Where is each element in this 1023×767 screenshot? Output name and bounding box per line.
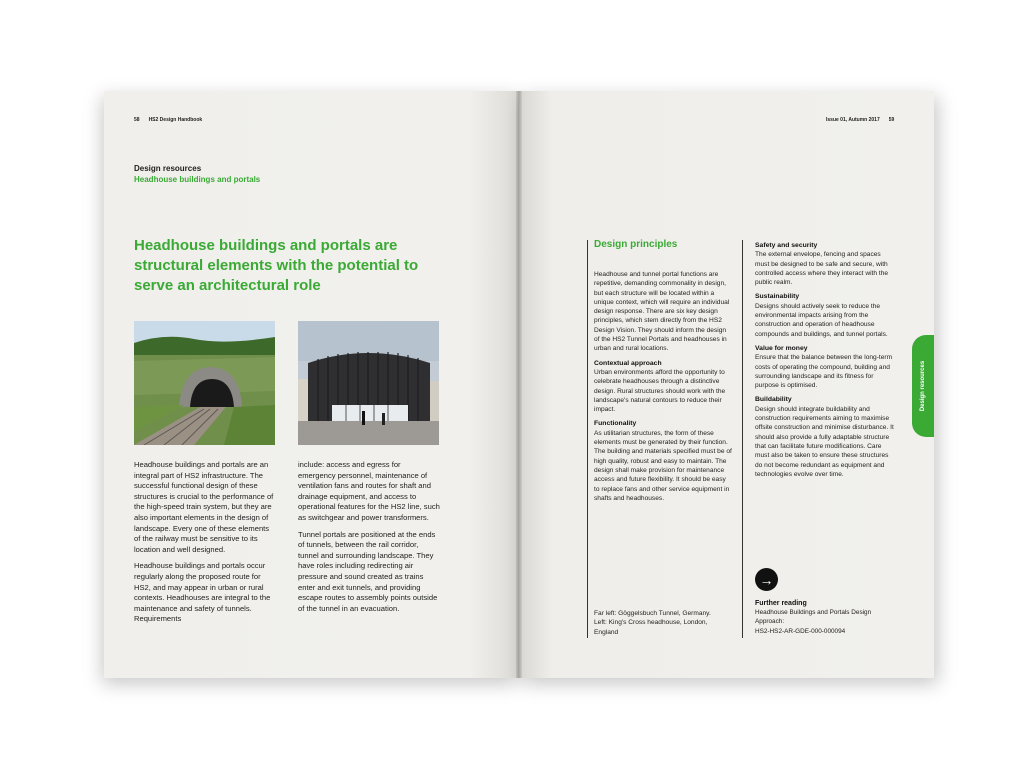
principle-text: Designs should actively seek to reduce the environmental impacts arising from the construction and operation of headhouse compounds and buildings, and tunnel portals. <box>755 302 888 338</box>
right-page-number: 59 <box>888 117 895 123</box>
tunnel-portal-photo <box>134 321 275 445</box>
section-tab-label: Design resources <box>920 360 926 412</box>
section-subtitle: Headhouse buildings and portals <box>134 175 261 184</box>
further-reading-reference[interactable]: HS2-HS2-AR-GDE-000-000094 <box>755 627 846 635</box>
principle-heading: Buildability <box>755 396 792 404</box>
photo-caption: Far left: Göggelsbuch Tunnel, Germany. Left: King's Cross headhouse, London, England <box>594 610 711 636</box>
principle-text: Urban environments afford the opportunity to celebrate headhouses through a distinctive design. Rural structures should work with the landscape's natural contours to reduce their impact. <box>594 368 726 414</box>
page-headline: Headhouse buildings and portals are structural elements with the potential to serve an architectural role <box>134 237 419 294</box>
publication-title: HS2 Design Handbook <box>148 117 203 123</box>
body-paragraph: include: access and egress for emergency personnel, maintenance of ventilation fans and routes for shaft and drainage equipment, and access to operational features for the HS2 line, such as switchgear and power transformers. <box>298 460 440 522</box>
principle-heading: Value for money <box>755 344 808 352</box>
column-rule <box>587 240 588 638</box>
left-running-head <box>134 117 202 123</box>
kings-cross-headhouse-photo <box>298 321 439 445</box>
principle-heading: Contextual approach <box>594 359 662 367</box>
arrow-right-circle-icon[interactable]: → <box>755 568 778 591</box>
principle-text: The external envelope, fencing and spaces must be designed to be safe and secure, with controlled access where they interact with the public realm. <box>755 251 889 287</box>
left-page-number: 58 <box>134 117 140 123</box>
body-paragraph: Headhouse buildings and portals occur regularly along the proposed route for HS2, and may appear in urban or rural contexts. Headhouses are integral to the maintenance and safety of tunnels. Requirements <box>134 561 271 624</box>
principle-text: As utilitarian structures, the form of these elements must be generated by their function. The building and materials specified must be of high quality, robust and easy to maintain. The design shall make provision for maintenance access and future flexibility. It should be easy to replace fans and other service equipment in shafts and headhouses. <box>594 429 732 502</box>
body-paragraph: Tunnel portals are positioned at the ends of tunnels, between the rail corridor, tunnel and surrounding landscape. They have roles including redirecting air pressure and sound created as trains enter and exit tunnels, and providing escape routes to assembly points outside of the tunnel in an evacuation. <box>298 529 438 613</box>
principle-text: Ensure that the balance between the long-term costs of operating the compound, building and surrounding landscape and its fitness for purpose is optimised. <box>755 354 893 390</box>
section-title: Design resources <box>134 164 202 173</box>
body-column-1 <box>134 460 276 631</box>
further-reading <box>755 599 895 636</box>
issue-label: Issue 01, Autumn 2017 <box>826 117 880 123</box>
spine-gutter <box>516 91 522 678</box>
design-principles-title: Design principles <box>594 239 678 250</box>
further-reading-title: Further reading <box>755 600 807 607</box>
principle-heading: Sustainability <box>755 293 800 301</box>
body-column-2 <box>298 460 440 620</box>
section-tab[interactable] <box>912 335 934 437</box>
principles-column-1 <box>594 270 732 508</box>
principles-intro: Headhouse and tunnel portal functions are repetitive, demanding commonality in design, but each structure will be located within a unique context, which will require an individual design response. There are six key design principles, which stem directly from the HS2 Design Vision. They should inform the design of the HS2 Tunnel Portals and headhouses in urban and rural locations. <box>594 271 730 353</box>
column-rule <box>742 240 743 638</box>
right-running-head <box>826 117 894 123</box>
principle-heading: Functionality <box>594 420 637 428</box>
further-reading-text: Headhouse Buildings and Portals Design Approach: <box>755 609 872 626</box>
body-paragraph: Headhouse buildings and portals are an integral part of HS2 infrastructure. The successful functional design of these structures is crucial to the performance of the high-speed train system, but they are also important elements in the design of landscape. Every one of these elements of the railway must be sensitive to its location and well designed. <box>134 460 274 554</box>
principles-column-2 <box>755 241 895 484</box>
principle-heading: Safety and security <box>755 242 818 249</box>
principle-text: Design should integrate buildability and construction requirements aiming to maximise offsite construction and minimise disturbance. It should also provide a fully adaptable structure that can facilitate future modifications. Care must also be taken to ensure these structures do not become redundant as equipment and technologies evolve over time. <box>755 405 894 478</box>
